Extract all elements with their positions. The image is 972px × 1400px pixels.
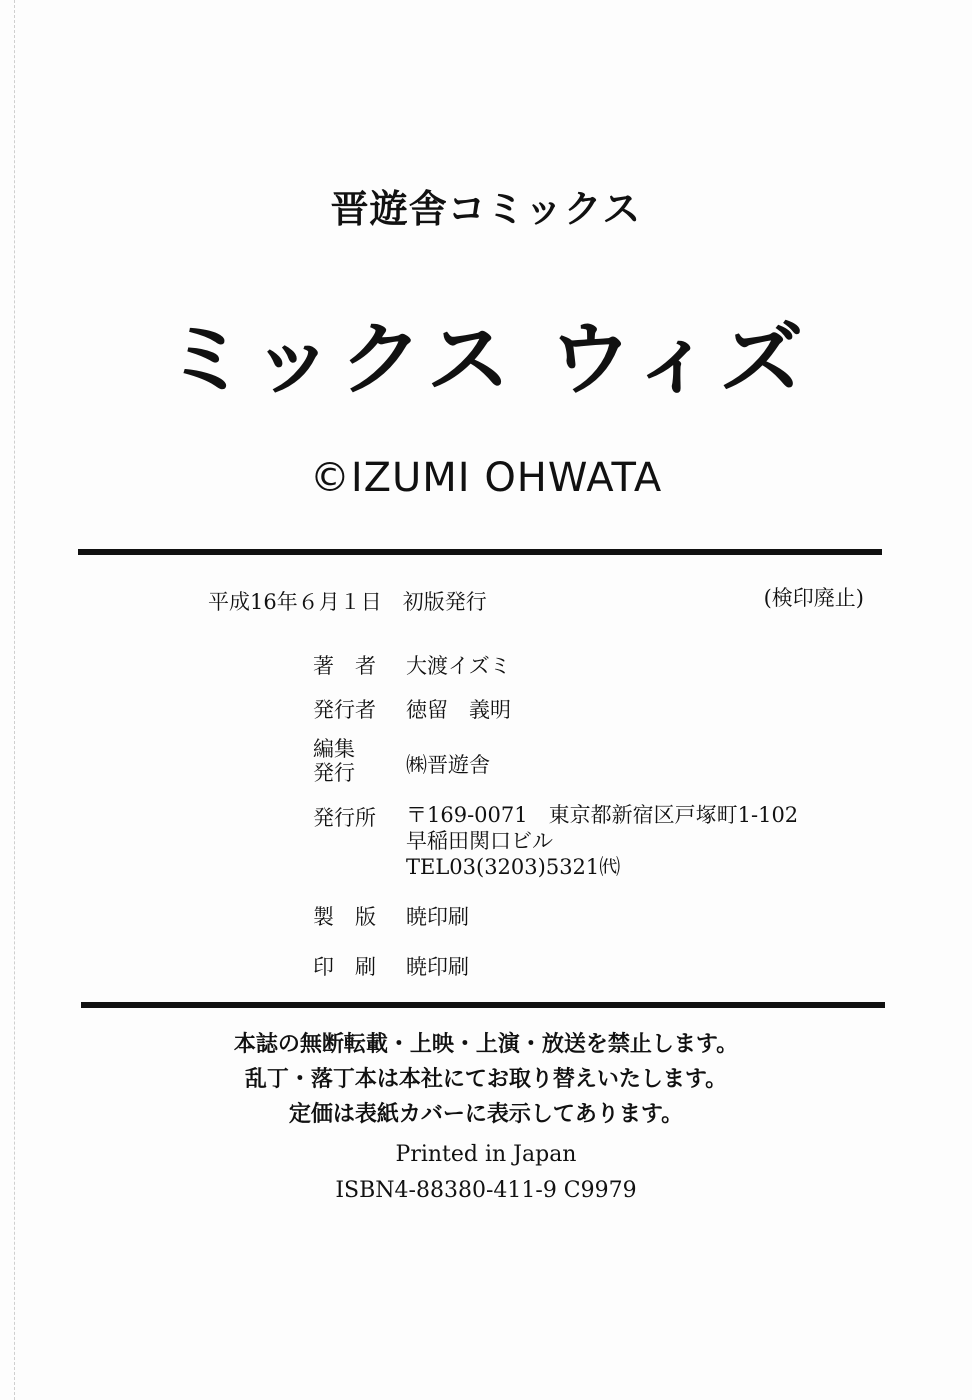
office-label: 発行所 — [313, 806, 376, 830]
office-address — [406, 802, 798, 880]
editing-label-line1: 編集 — [313, 737, 355, 761]
office-phone: TEL03(3203)5321㈹ — [406, 855, 621, 879]
series-name: 晋遊舎コミックス — [330, 187, 642, 231]
top-divider — [78, 549, 882, 555]
notice-line: 本誌の無断転載・上映・上演・放送を禁止します。 — [233, 1032, 739, 1057]
copyright-line: ©IZUMI OHWATA — [309, 455, 663, 501]
printing-label: 印 刷 — [313, 955, 376, 979]
publisher-person-value: 徳留 義明 — [406, 698, 511, 722]
editing-value: ㈱晋遊舎 — [406, 753, 490, 777]
book-title: ミックス ウィズ — [164, 313, 808, 406]
editing-label-line2: 発行 — [313, 761, 355, 785]
publisher-person-label: 発行者 — [313, 698, 376, 722]
author-label: 著 者 — [313, 654, 376, 678]
inspection-stamp-note: (検印廃止) — [763, 586, 864, 610]
editing-label — [313, 737, 385, 785]
plate-value: 暁印刷 — [406, 905, 469, 929]
office-building: 早稲田関口ビル — [406, 829, 553, 853]
author-value: 大渡イズミ — [406, 654, 511, 678]
isbn-code: ISBN4-88380-411-9 C9979 — [335, 1178, 637, 1203]
publication-date: 平成16年６月１日 初版発行 — [208, 590, 487, 614]
bottom-divider — [81, 1002, 885, 1008]
notice-line: 乱丁・落丁本は本社にてお取り替えいたします。 — [244, 1067, 728, 1092]
office-postal-address: 〒169-0071 東京都新宿区戸塚町1-102 — [406, 803, 799, 827]
plate-label: 製 版 — [313, 905, 376, 929]
printing-value: 暁印刷 — [406, 955, 469, 979]
notice-line: 定価は表紙カバーに表示してあります。 — [288, 1102, 684, 1127]
printed-in-japan: Printed in Japan — [395, 1142, 577, 1167]
